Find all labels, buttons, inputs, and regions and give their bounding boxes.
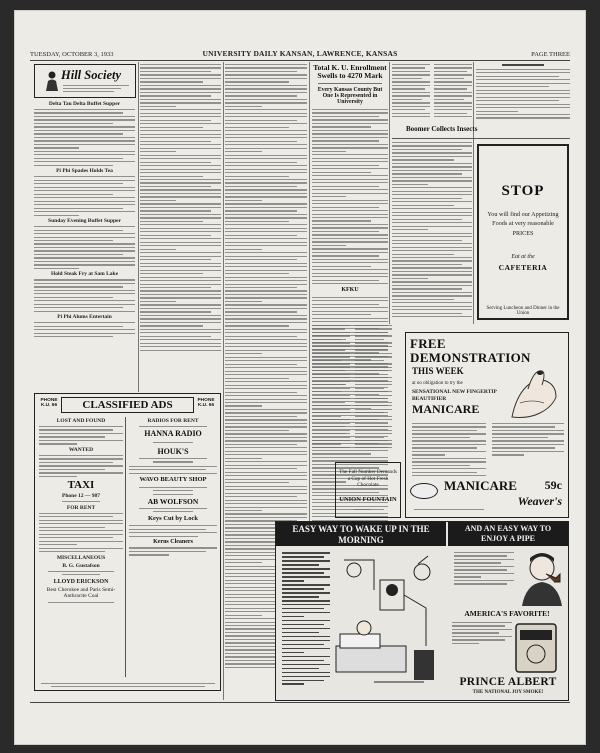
enrollment-subhead: Every Kansas County But One Is Represented in University [317,86,383,105]
radios-for-rent: RADIOS FOR RENT [147,418,199,424]
top-right-story-text [476,64,570,124]
manicare-heading: MANICARE [412,402,480,416]
society-heading-1: Delta Tau Delta Buffet Supper [48,101,121,107]
taxi-heading: TAXI [67,479,95,491]
fountain-text: The Fall Number Demands a Cup of Hot Fresh Chocolate [339,469,397,489]
prince-albert-brand: PRINCE ALBERT [459,676,557,688]
column-rule [223,62,224,700]
classified-section-wanted: WANTED [68,446,94,453]
society-column-text [34,101,135,389]
union-fountain-ad [335,462,401,518]
column-rule [309,62,310,522]
society-heading-2: Pi Phi Spades Holds Tea [56,168,113,175]
cafeteria-footer: Serving Luncheon and Dinner in the Union [486,306,560,316]
albert-headline-left: EASY WAY TO WAKE UP IN THE MORNING [276,522,446,546]
manicare-product-bottom: MANICARE [444,478,517,493]
classified-phone-right: PHONE K.U. 66 [197,398,215,409]
header-paper-name: UNIVERSITY DAILY KANSAN, LAWRENCE, KANSAS [202,49,398,58]
cafeteria-name: CAFETERIA [498,263,548,272]
wake-up-machine-illustration [334,550,440,696]
gustafson-ad: B. G. Gustafson [62,562,100,569]
wavo-beauty-shop: WAVO BEAUTY SHOP [139,475,207,483]
enrollment-headline: Total K. U. Enrollment Swells to 4270 Mark [313,64,387,80]
society-continued-text [140,64,221,388]
classified-section-for-rent: FOR RENT [66,504,96,511]
society-heading-4: Hold Steak Fry at Sam Lake [50,271,119,278]
classified-section-misc: MISCELLANEOUS [56,554,106,561]
classified-title: CLASSIFIED ADS [61,397,194,413]
product-tagline: SENSATIONAL NEW FINGERTIP BEAUTIFIER [412,389,497,402]
keys-cut-ad: Keys Cut by Lock [147,515,199,523]
pipe-smoker-illustration [516,550,564,606]
page-header [30,47,570,59]
demo-intro: at no obligation to try the [412,381,463,386]
header-rule [30,60,570,61]
manicare-price: 59c [544,478,562,492]
lady-silhouette-icon [43,70,61,92]
society-banner [34,64,136,98]
houks-ad: HOUK'S [157,446,189,456]
cafeteria-ad [477,144,569,320]
erickson-coal: Best Cherokee and Paris Semi-Anthracite Coal [46,586,116,599]
counties-table [312,325,392,455]
albert-headline-right: AND AN EASY WAY TO ENJOY A PIPE [448,522,568,546]
stop-heading: STOP [501,183,545,199]
demo-this-week: THIS WEEK [412,366,464,376]
classified-phone-left: PHONE K.U. 66 [40,398,58,409]
cafeteria-eat-at: Eat at the [511,254,535,260]
classified-column-rule [125,417,126,677]
erickson-ad: LLOYD ERICKSON [53,578,109,585]
tobacco-tin-icon [512,622,560,674]
radio-station-heading: KFKU [341,287,359,294]
boomer-headline: Boomer Collects Insects [406,126,478,133]
column-rule [138,62,139,392]
taxi-phone: Phone 12 — 987 [61,492,101,499]
classified-section-lost: LOST AND FOUND [56,418,106,424]
kerns-ad: Kerns Cleaners [153,539,193,546]
demo-banner: FREE DEMONSTRATION [410,336,531,365]
classified-ads-section [34,393,221,691]
header-page-number: PAGE THREE [531,51,570,58]
column-rule [473,62,474,324]
albert-tagline: THE NATIONAL JOY SMOKE! [472,690,544,695]
albert-favorite: AMERICA'S FAVORITE! [464,609,550,618]
header-date: TUESDAY, OCTOBER 3, 1933 [30,51,114,58]
column-rule [389,62,390,324]
ab-wolfson-ad: AB WOLFSON [147,497,199,507]
union-fountain-name: UNION FOUNTAIN [339,496,397,503]
prince-albert-ad [275,521,569,701]
manicare-ad [405,332,569,518]
society-title: Hill Society [61,68,122,82]
society-heading-5: Pi Phi Alums Entertain [57,314,112,321]
hanna-radio: HANNA RADIO [144,429,202,439]
hand-illustration-icon [506,363,562,421]
weavers-store: Weaver's [517,494,562,508]
society-heading-3: Sunday Evening Buffet Supper [48,218,121,225]
county-list [392,64,472,122]
cafeteria-body: You will find our Appetizing Foods at very reasonable PRICES [487,211,559,237]
boomer-story-text [392,142,472,324]
manicare-bottle-icon [410,483,438,499]
